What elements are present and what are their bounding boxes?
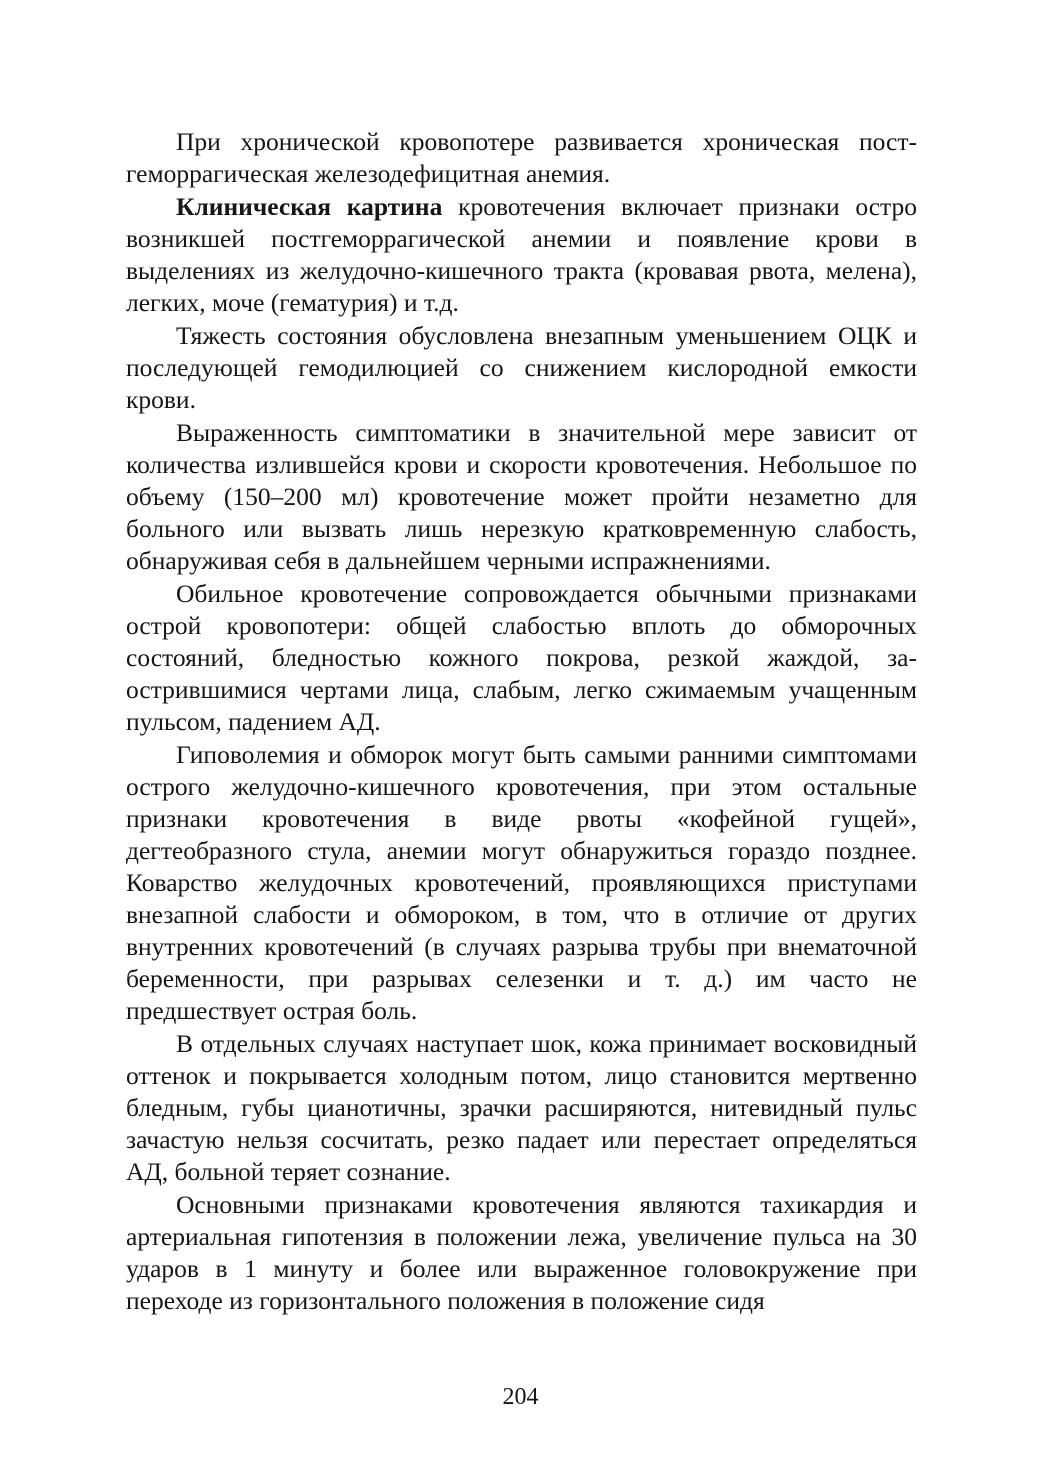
paragraph-symptom-expression — [126, 417, 917, 577]
paragraph-hypovolemia — [126, 739, 917, 1027]
paragraph-text: При хронической кровопотере развивается хроническая постгеморрагическая железодефицитная анемия. — [126, 127, 917, 188]
paragraph-text: Тяжесть состояния обусловлена внезапным уменьшением ОЦК и последующей гемодилюцией со снижением кислородной емкости крови. — [126, 321, 917, 414]
paragraph-clinical-picture — [126, 191, 917, 319]
paragraph-text: Выраженность симптоматики в значительной мере зависит от количества излившейся крови и скорости кровотечения. Небольшое по объему (150–200 мл) кровотечение может пройти незаметно для больного или вызвать лишь нерезкую кратковременную слабость, обнаруживая себя в дальнейшем черными испражнениями. — [126, 418, 917, 575]
paragraph-text: Основными признаками кровотечения являются тахикардия и артериальная гипотензия в положении лежа, увеличение пульса на 30 ударов в 1 минуту и более или выраженное головокружение при переходе из горизонтального положения в положение сидя — [126, 1190, 917, 1315]
paragraph-text: Гиповолемия и обморок могут быть самыми ранними симптомами острого желудочно-кишечного кровотечения, при этом остальные признаки кровотечения в виде рвоты «кофейной гущей», дегтеобразного стула, анемии могут обнаружиться гораздо позднее. Коварство желудочных кровотечений, проявляющихся приступами внезапной слабости и обмороком, в том, что в отличие от других внутренних кровотечений (в случаях разрыва трубы при внематочной беременности, при разрывах селезенки и т. д.) им часто не предшествует острая боль. — [126, 740, 917, 1025]
body-text — [126, 126, 917, 1317]
paragraph-profuse-bleeding — [126, 578, 917, 738]
paragraph-chronic-blood-loss — [126, 126, 917, 190]
paragraph-text: Обильное кровотечение сопровождается обычными признаками острой кровопотери: общей слабостью вплоть до обморочных состояний, бледностью кожного покрова, резкой жаждой, заострившимися чертами лица, слабым, легко сжимаемым учащенным пульсом, падением АД. — [126, 579, 917, 736]
paragraph-text: кровотечения включает признаки остро возникшей постгеморрагической анемии и появление крови в выделениях из желудочно-кишечного тракта (кровавая рвота, мелена), легких, моче (гематурия) и т.д. — [126, 192, 917, 317]
paragraph-lead: Клиническая картина — [176, 192, 443, 221]
paragraph-severity — [126, 320, 917, 416]
paragraph-text: В отдельных случаях наступает шок, кожа принимает восковидный оттенок и покрывается холодным потом, лицо становится мертвенно бледным, губы цианотичны, зрачки расширяются, нитевидный пульс зачастую нельзя сосчитать, резко падает или перестает определяться АД, больной теряет сознание. — [126, 1029, 917, 1186]
paragraph-shock — [126, 1028, 917, 1188]
page-number: 204 — [502, 1384, 539, 1410]
paragraph-main-signs — [126, 1189, 917, 1317]
